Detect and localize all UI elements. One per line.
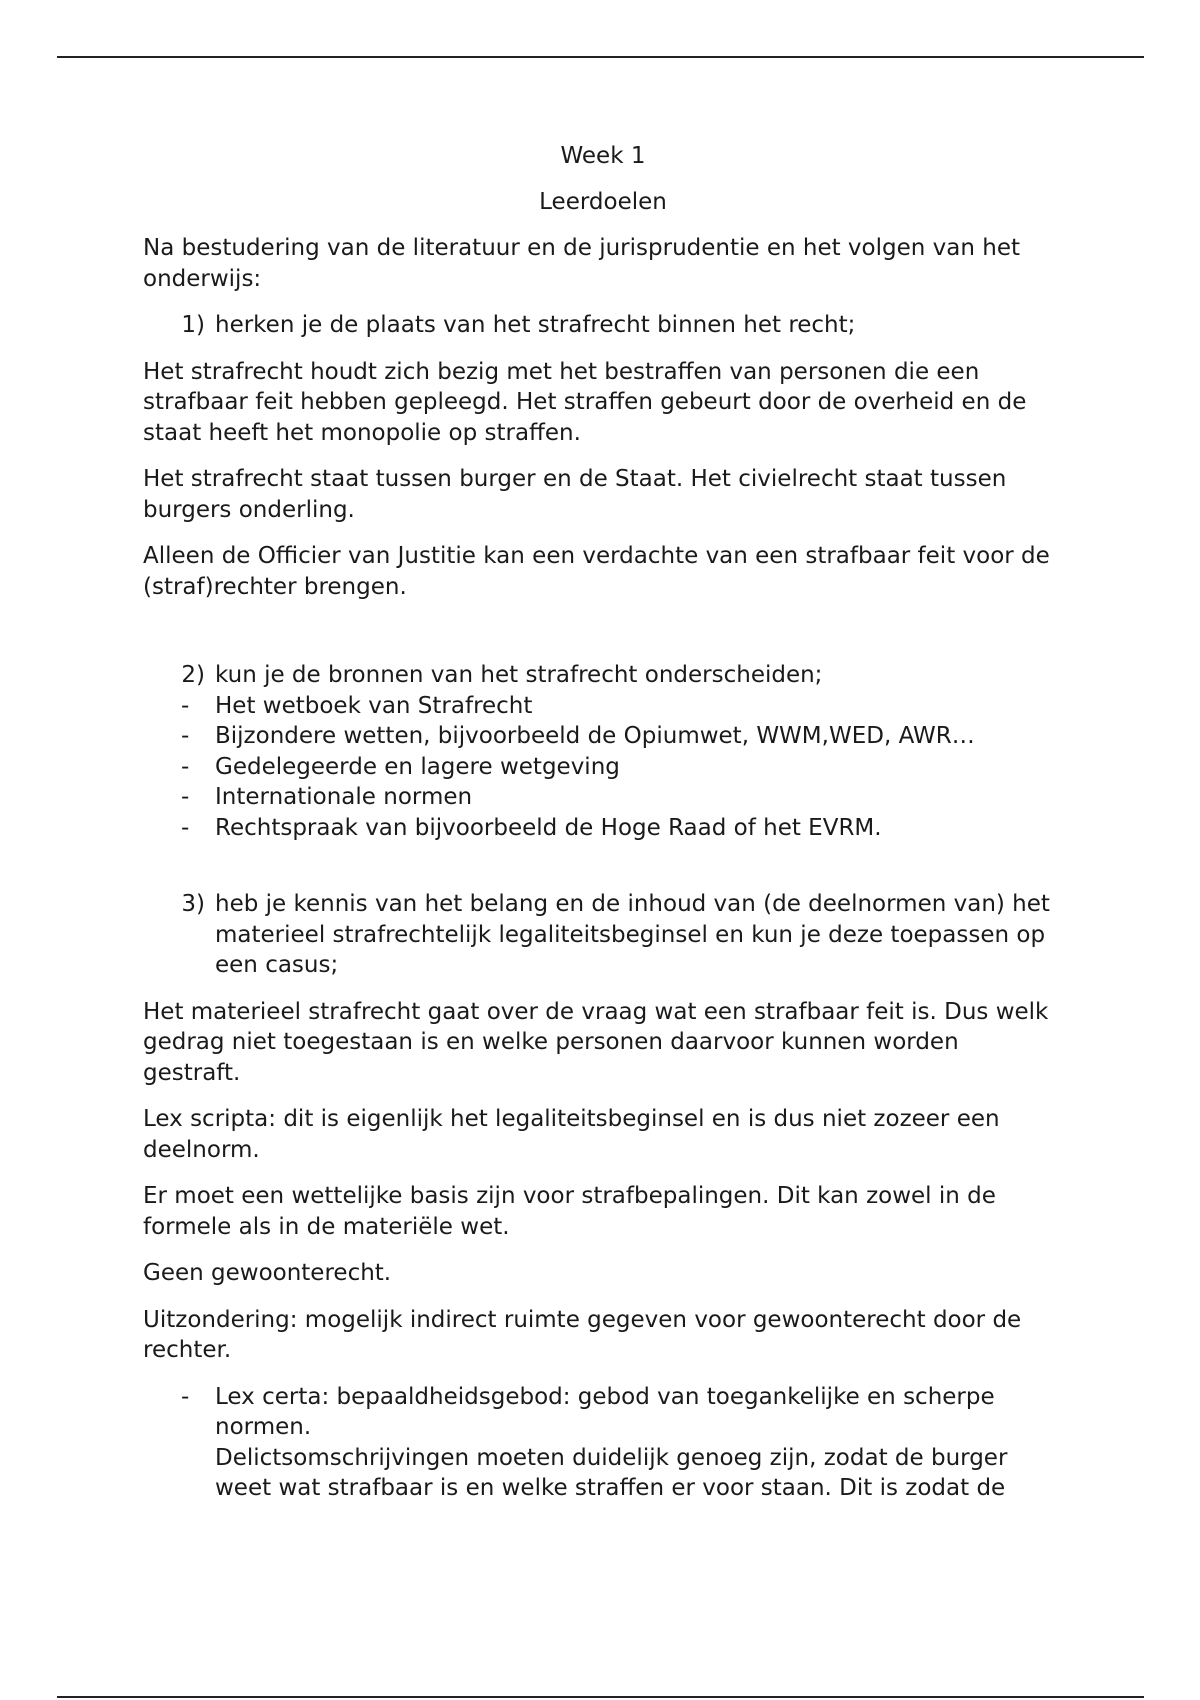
intro-paragraph: Na bestudering van de literatuur en de jurisprudentie en het volgen van het onderwijs:: [143, 235, 1020, 292]
list-marker: -: [181, 723, 190, 749]
list-item-text: Bijzondere wetten, bijvoorbeeld de Opiumwet, WWM,WED, AWR…: [215, 723, 975, 749]
learning-goal-3: [143, 889, 1063, 981]
learning-goal-1: [143, 310, 1063, 341]
list-item-text: Gedelegeerde en lagere wetgeving: [215, 753, 620, 780]
list-item: [143, 752, 1063, 783]
document-subtitle: Leerdoelen: [539, 188, 667, 215]
list-item: [143, 691, 1063, 722]
list-item: [143, 782, 1063, 813]
list-marker: 3): [181, 891, 205, 917]
list-marker: 2): [181, 662, 205, 688]
list-marker: -: [181, 1383, 190, 1410]
list-item-text: kun je de bronnen van het strafrecht onderscheiden;: [215, 662, 823, 688]
lex-certa-explanation: Delictsomschrijvingen moeten duidelijk genoeg zijn, zodat de burger weet wat strafbaar is en welke straffen er voor staan. Dit is zodat de: [215, 1444, 1008, 1501]
list-marker: -: [181, 692, 190, 719]
list-item-text: heb je kennis van het belang en de inhoud van (de deelnormen van) het materieel strafrechtelijk legaliteitsbeginsel en kun je deze toepassen op een casus;: [215, 891, 1050, 978]
paragraph-officier-van-justitie: Alleen de Officier van Justitie kan een verdachte van een strafbaar feit voor de (straf)rechter brengen.: [143, 543, 1050, 600]
footer-rule: [57, 1696, 1144, 1698]
learning-goal-2: [143, 660, 1063, 691]
list-item-text: [215, 1382, 1063, 1504]
list-item: [143, 813, 1063, 844]
list-item-text: herken je de plaats van het strafrecht binnen het recht;: [215, 312, 856, 338]
list-marker: -: [181, 753, 190, 780]
paragraph-gewoonterecht: Geen gewoonterecht.: [143, 1260, 392, 1286]
document-page: [143, 141, 1063, 1504]
list-marker: -: [181, 814, 190, 841]
list-item: [143, 721, 1063, 752]
document-title: Week 1: [560, 143, 646, 169]
spacer: [143, 602, 1063, 660]
list-marker: 1): [181, 312, 205, 338]
paragraph-uitzondering: Uitzondering: mogelijk indirect ruimte gegeven voor gewoonterecht door de rechter.: [143, 1306, 1022, 1363]
paragraph-materieel-strafrecht: Het materieel strafrecht gaat over de vraag wat een strafbaar feit is. Dus welk gedrag niet toegestaan is en welke personen daarvoor kunnen worden gestraft.: [143, 998, 1049, 1086]
list-item-lex-certa: [143, 1382, 1063, 1504]
lex-certa-definition: Lex certa: bepaaldheidsgebod: gebod van toegankelijke en scherpe normen.: [215, 1383, 995, 1440]
list-marker: -: [181, 784, 190, 810]
spacer: [143, 843, 1063, 889]
paragraph-lex-scripta: Lex scripta: dit is eigenlijk het legaliteitsbeginsel en is dus niet zozeer een deelnorm.: [143, 1106, 1000, 1163]
header-rule: [57, 56, 1144, 58]
paragraph-burger-staat: Het strafrecht staat tussen burger en de Staat. Het civielrecht staat tussen burgers onderling.: [143, 466, 1007, 523]
paragraph-strafrecht-definition: Het strafrecht houdt zich bezig met het bestraffen van personen die een strafbaar feit hebben gepleegd. Het straffen gebeurt door de overheid en de staat heeft het monopolie op straffen.: [143, 358, 1027, 446]
list-item-text: Internationale normen: [215, 784, 473, 810]
list-item-text: Het wetboek van Strafrecht: [215, 692, 533, 719]
list-item-text: Rechtspraak van bijvoorbeeld de Hoge Raad of het EVRM.: [215, 814, 882, 841]
paragraph-wettelijke-basis: Er moet een wettelijke basis zijn voor strafbepalingen. Dit kan zowel in de formele als in de materiële wet.: [143, 1183, 996, 1240]
